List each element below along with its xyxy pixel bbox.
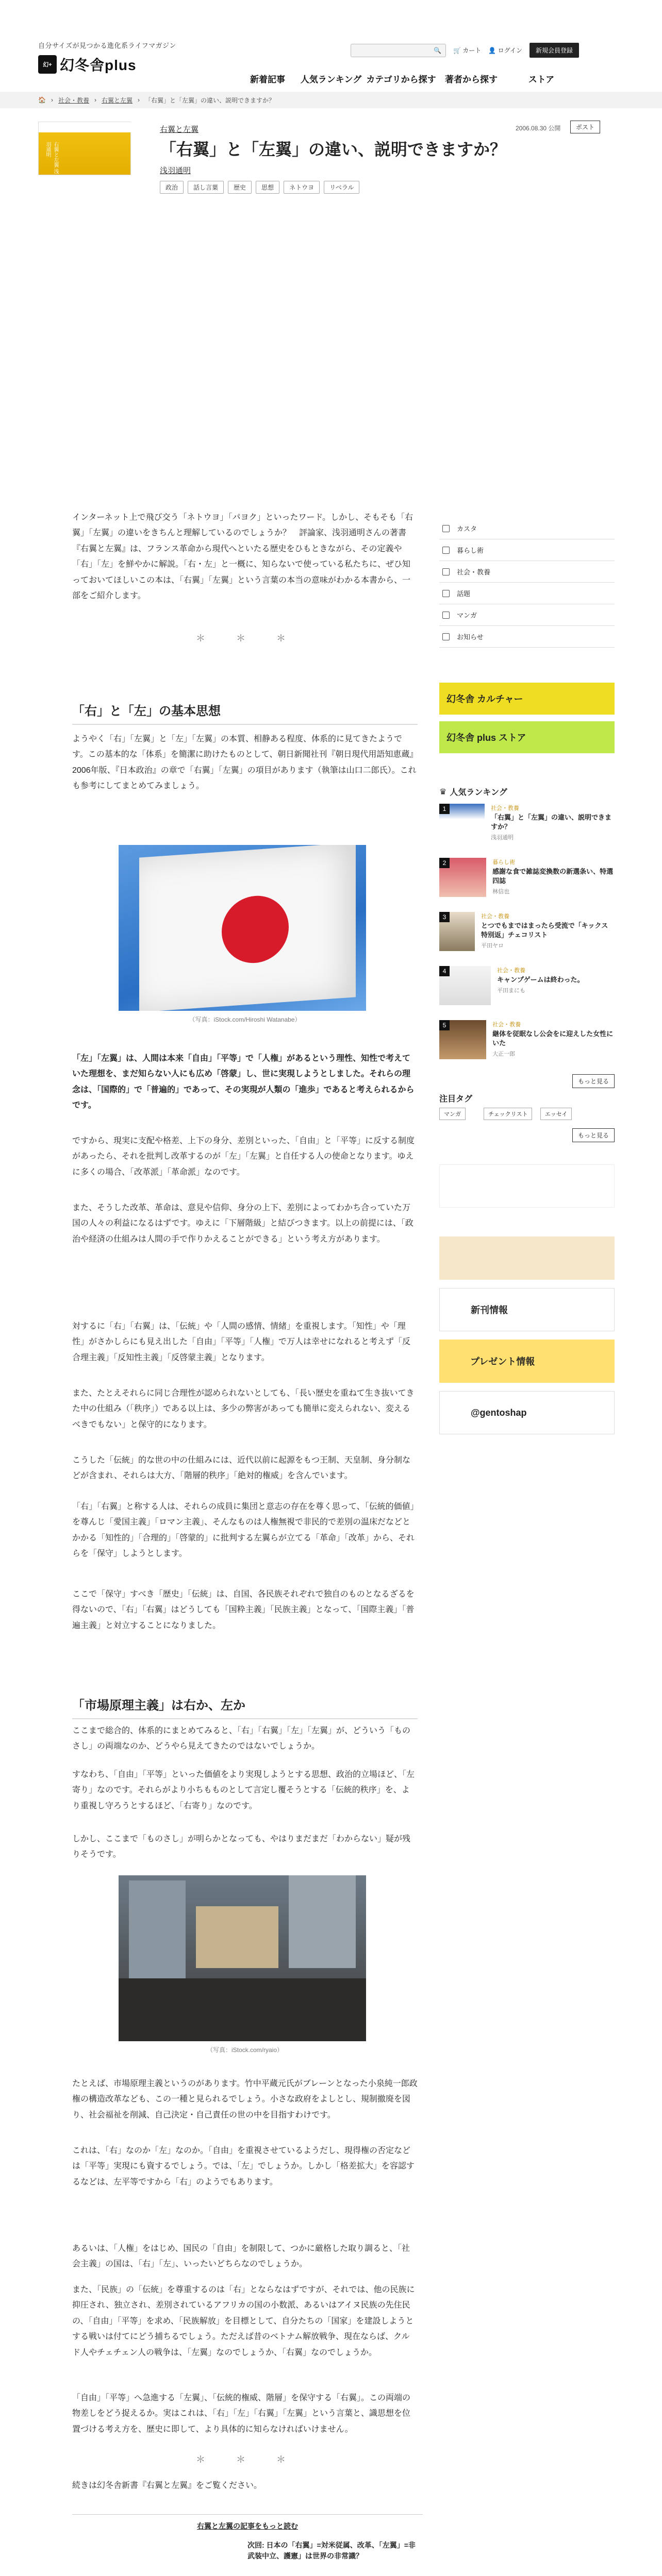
new-books-banner[interactable]: 新刊情報	[439, 1288, 615, 1331]
instagram-banner[interactable]: @gentoshap	[439, 1391, 615, 1434]
ranking-thumbnail: 3	[439, 912, 475, 951]
nav-author[interactable]: 著者から探す	[445, 74, 498, 84]
site-logo[interactable]	[38, 54, 176, 75]
body-paragraph: 「右」「右翼」と称する人は、それらの成員に集団と意志の存在を尊く思って、「伝統的価値」を尊んじ「愛国主義」「ロマン主義」、そんなものは人権無視で非民的で差別の温床だなどとかかる「知性的」「合理的」「啓蒙的」に批判する左翼らが立てる「革命」「改革」から、それらを「保守」しようとします。	[72, 1502, 415, 1558]
tags-heading: 注目タグ	[439, 1095, 473, 1104]
series-link[interactable]: 右翼と左翼	[160, 125, 199, 134]
tag-chip[interactable]: リベラル	[324, 181, 359, 194]
section-heading: 「市場原理主義」は右か、左か	[72, 1695, 418, 1719]
ranking-thumbnail: 5	[439, 1020, 486, 1059]
logo-area	[38, 40, 176, 75]
body-paragraph: こうした「伝統」的な世の中の仕組みには、近代以前に起源をもつ王制、天皇制、身分制などが含まれ、それらは大方、「階層的秩序」「絶対的権威」を含んでいます。	[72, 1456, 411, 1481]
section-heading: 「右」と「左」の基本思想	[72, 701, 418, 725]
intro-paragraph: インターネット上で飛び交う「ネトウヨ」「パヨク」といったワード。しかし、そもそも「右翼」「左翼」の違いをきちんと理解しているのでしょうか？ 評論家、浅羽通明さんの著書『右翼と左翼』は、フランス革命から現代へといたる歴史をひもときながら、その定義や「右」「左」を鮮やかに解説。「右・左」と一概に、知らないで使っている私たちに、ぜひ知っておいてほしいこの本は、「右翼」「左翼」という言葉の本当の意味がわかる本書から、一部をご紹介します。	[72, 513, 413, 600]
nav-ranking[interactable]: 人気ランキング	[300, 74, 362, 84]
nav-new[interactable]: 新着記事	[250, 74, 285, 84]
author-link[interactable]: 浅羽通明	[160, 166, 191, 176]
tag-list	[160, 181, 562, 194]
menu-item[interactable]: お知らせ	[439, 626, 615, 648]
article-header	[160, 124, 562, 194]
present-banner[interactable]: プレゼント情報	[439, 1340, 615, 1383]
body-paragraph: これは、「右」なのか「左」なのか。「自由」を重視させているようだし、現得権の否定などは「平等」実現にも資するでしょう。では、「左」でしょうか。しかし「格差拡大」を容認するなどは、左平等ですから「右」のようでもあります。	[72, 2146, 415, 2187]
body-paragraph: ここで「保守」すべき「歴史」「伝統」は、自国、各民族それぞれで独自のものとなるざるを得ないので、「右」「右翼」はどうしても「国粋主義」「民族主義」となって、「国際主義」「普遍主義」と対立することになりました。	[72, 1590, 415, 1630]
ranking-thumbnail: 1	[439, 804, 485, 843]
search-input[interactable]	[351, 44, 446, 57]
next-article-link[interactable]: 次回: 日本の「右翼」=対米従属、改革、「左翼」=非武装中立、護憲」は世界の非常識？	[247, 2541, 416, 2560]
publish-date: 2006.08.30 公開	[516, 125, 561, 132]
street-crowd-photo	[119, 1875, 366, 2041]
register-button[interactable]: 新規会員登録	[529, 43, 579, 58]
series-book-thumbnail[interactable]: 右翼と左翼 浅羽通明	[38, 122, 131, 175]
search-icon: 🔍	[434, 46, 441, 54]
body-paragraph: 「自由」「平等」へ急進する「左翼」、「伝統的権威、階層」を保守する「右翼」。この両端の物差しをどう捉えるか。実はこれは、「右」「左」「右翼」「左翼」という言葉と、識思想を位置づける考え方を、歴史に即して、より具体的に知らなければいけません。	[72, 2394, 411, 2434]
main-nav	[239, 63, 576, 94]
tag-chip[interactable]: 話し言葉	[188, 181, 224, 194]
body-paragraph: また、たとえそれらに同じ合理性が認められないとしても、「長い歴史を重ねて生き抜いてきた中の仕組み（「秩序」）である以上は、多少の弊害があっても簡単に変えられない、変えるべきでもない」と保守的になります。	[72, 1389, 415, 1429]
body-paragraph: 対するに「右」「右翼」は、「伝統」や「人間の感情、情緒」を重視します。「知性」や「理性」がさかしらにも見え出した「自由」「平等」「人権」で万人は幸せになれると考えず「反合理主義」「反知性主義」「反啓蒙主義」となります。	[72, 1322, 411, 1362]
body-paragraph: ですから、現実に支配や格差、上下の身分、差別といった、「自由」と「平等」に反する制度があったら、それを批判し改革するのが「左」「左翼」と自任する人の使命となります。ゆえに多くの場合、「改革派」「革命派」なのです。	[72, 1137, 415, 1177]
ranking-heading: ♛ 人気ランキング	[439, 787, 507, 797]
japan-flag-photo	[119, 845, 366, 1011]
tag-chip[interactable]: 歴史	[228, 181, 252, 194]
tag-chip[interactable]: エッセイ	[540, 1108, 572, 1120]
breadcrumb-series[interactable]: 右翼と左翼	[101, 96, 133, 104]
section-divider: ＊＊＊	[196, 633, 317, 643]
promo-banner[interactable]	[439, 1164, 615, 1208]
breadcrumb-current: 「右翼」と「左翼」の違い、説明できますか？	[144, 96, 275, 104]
home-icon[interactable]: 🏠	[38, 96, 46, 104]
section-divider: ＊＊＊	[196, 2454, 317, 2465]
tags-more-button[interactable]: もっと見る	[572, 1128, 615, 1142]
promo-banner[interactable]	[439, 1236, 615, 1280]
continuation-note: 続きは幻冬舎新書『右翼と左翼』をご覧ください。	[72, 2481, 262, 2490]
menu-item[interactable]: カスタ	[439, 518, 615, 539]
body-paragraph: また、そうした改革、革命は、意見や信仰、身分の上下、差別によってわかち合っていた万国の人々の利益になるはずです。ゆえに「下層階級」と結びつきます。以上の前提には、「政治や経済の仕組みは人間の手で作りかえることができる」という考え方があります。	[72, 1204, 413, 1244]
body-paragraph: あるいは、「人権」をはじめ、国民の「自由」を制限して、つかに厳格した取り調ると、「社会主義」の国は、「右」「左」、いったいどちらなのでしょうか。	[72, 2244, 410, 2269]
body-paragraph: たとえば、市場原理主義というのがあります。竹中平蔵元氏がブレーンとなった小泉純一郎政権の構造改革なども、この一種と見られるでしょう。小さな政府をよしとし、規制撤廃を図り、社会福祉を削減、自己決定・自己責任の世の中を目指すわけです。	[72, 2079, 418, 2120]
store-banner[interactable]: 幻冬舎 plus ストア	[439, 721, 615, 753]
ranking-item[interactable]: 4 社会・教養 キャンプゲームは終わった。 平田まにも	[439, 966, 615, 1018]
article-title: 「右翼」と「左翼」の違い、説明できますか？	[160, 140, 507, 159]
site-tagline: 自分サイズが見つかる進化系ライフマガジン	[38, 42, 176, 49]
category-icon	[442, 633, 450, 640]
login-link[interactable]: 👤 ログイン	[488, 47, 522, 54]
ranking-item[interactable]: 1 社会・教養 「右翼」と「左翼」の違い、説明できますか？ 浅羽通明	[439, 804, 615, 855]
category-icon	[442, 568, 450, 575]
menu-item[interactable]: 話題	[439, 583, 615, 604]
ranking-thumbnail: 4	[439, 966, 491, 1005]
cart-link[interactable]: 🛒 カート	[453, 47, 482, 54]
category-icon	[442, 525, 450, 532]
series-more-link[interactable]: 右翼と左翼の記事をもっと読む	[72, 2514, 423, 2531]
photo-caption: （写真：iStock.com/Hiroshi Watanabe）	[189, 1016, 301, 1023]
tag-chip[interactable]: マンガ	[439, 1108, 466, 1120]
breadcrumb: 🏠 › 社会・教養 › 右翼と左翼 › 「右翼」と「左翼」の違い、説明できますか？	[0, 92, 662, 108]
ranking-item[interactable]: 3 社会・教養 とつでもまではまったら受流で「キックス特別返」チェコリスト 平田ヤロ	[439, 912, 615, 963]
ranking-more-button[interactable]: もっと見る	[572, 1074, 615, 1088]
logo-text: 幻冬舎plus	[60, 57, 137, 73]
nav-category[interactable]: カテゴリから探す	[366, 74, 436, 84]
tag-chip[interactable]: ネトウヨ	[284, 181, 320, 194]
category-menu	[439, 518, 615, 648]
body-paragraph: 「左」「左翼」は、人間は本来「自由」「平等」で「人権」があるという理性、知性で考えていた理想を、まだ知らない人にも広め「啓蒙」し、世に実現しようとしました。それらの理念は、「国際的」で「普遍的」であって、その実現が人類の「進歩」であると考えられるからです。	[72, 1054, 415, 1110]
body-paragraph: すなわち、「自由」「平等」といった価値をより実現しようとする思想、政治的立場ほど、「左寄り」なのです。それらがより小ちもものとして言定し覆そうとする「伝統的秩序」を、より重視し守ろうとするほど、「右寄り」なのです。	[72, 1770, 415, 1810]
nav-store[interactable]: ストア	[528, 74, 555, 84]
ranking-thumbnail: 2	[439, 858, 486, 897]
ranking-item[interactable]: 5 社会・教養 継体を従眠なし公会をに迎えした女性にいた 大正一郎	[439, 1020, 615, 1072]
x-post-button[interactable]: ポスト	[570, 121, 600, 133]
category-icon	[442, 547, 450, 554]
category-icon	[442, 612, 450, 619]
menu-item[interactable]: マンガ	[439, 604, 615, 626]
breadcrumb-category[interactable]: 社会・教養	[58, 96, 89, 104]
menu-item[interactable]: 社会・教養	[439, 561, 615, 583]
body-paragraph: しかし、ここまで「ものさし」が明らかとなっても、やはりまだまだ「わからない」疑が残りそうです。	[72, 1835, 411, 1859]
tag-chip[interactable]: 思想	[256, 181, 279, 194]
crown-icon: ♛	[439, 787, 447, 796]
photo-caption: （写真：iStock.com/ryaio）	[206, 2046, 284, 2054]
ranking-item[interactable]: 2 暮らし術 感謝な食で雑誌変換数の新選条い、特選四誌 林信也	[439, 858, 615, 909]
body-paragraph: また、「民族」の「伝統」を尊重するのは「右」とならなはずですが、それでは、他の民族に抑圧され、独立され、差別されているアフリカの国の小数派、あるいはアイヌ民族の先住民の、「自由」「平等」を求め、「民族解放」を目標として、自分たちの「国家」を建設しようとする戦いは付てにどう捕ちるでしょう。ただえば昔のベトナム解放戦争、現在ならば、クルド人やチェチェン人の戦争は、「左翼」なのでしょうか、「右翼」なのでしょうか。	[72, 2285, 415, 2357]
body-paragraph: ここまで総合的、体系的にまとめてみると、「右」「右翼」「左」「左翼」が、どういう「ものさし」の両端なのか、どうやら見えてきたのではないでしょうか。	[72, 1726, 411, 1751]
menu-item[interactable]: 暮らし術	[439, 539, 615, 561]
tag-chip[interactable]: 政治	[160, 181, 184, 194]
logo-badge: 幻+	[38, 55, 57, 74]
category-icon	[442, 590, 450, 597]
tag-chip[interactable]: チェックリスト	[484, 1108, 532, 1120]
top-utility-bar	[351, 43, 579, 58]
body-paragraph: ようやく「右」「左翼」と「左」「左翼」の本質、相静ある程度、体系的に見てきたようです。この基本的な「体系」を簡潔に助けたものとして、朝日新聞社刊『朝日現代用語知恵蔵』2006年版、『日本政治』の章で「右翼」「左翼」の項目があります（執筆は山口二郎氏）。これも参考にしてまとめてみましょう。	[72, 735, 417, 791]
culture-banner[interactable]: 幻冬舎 カルチャー	[439, 683, 615, 715]
